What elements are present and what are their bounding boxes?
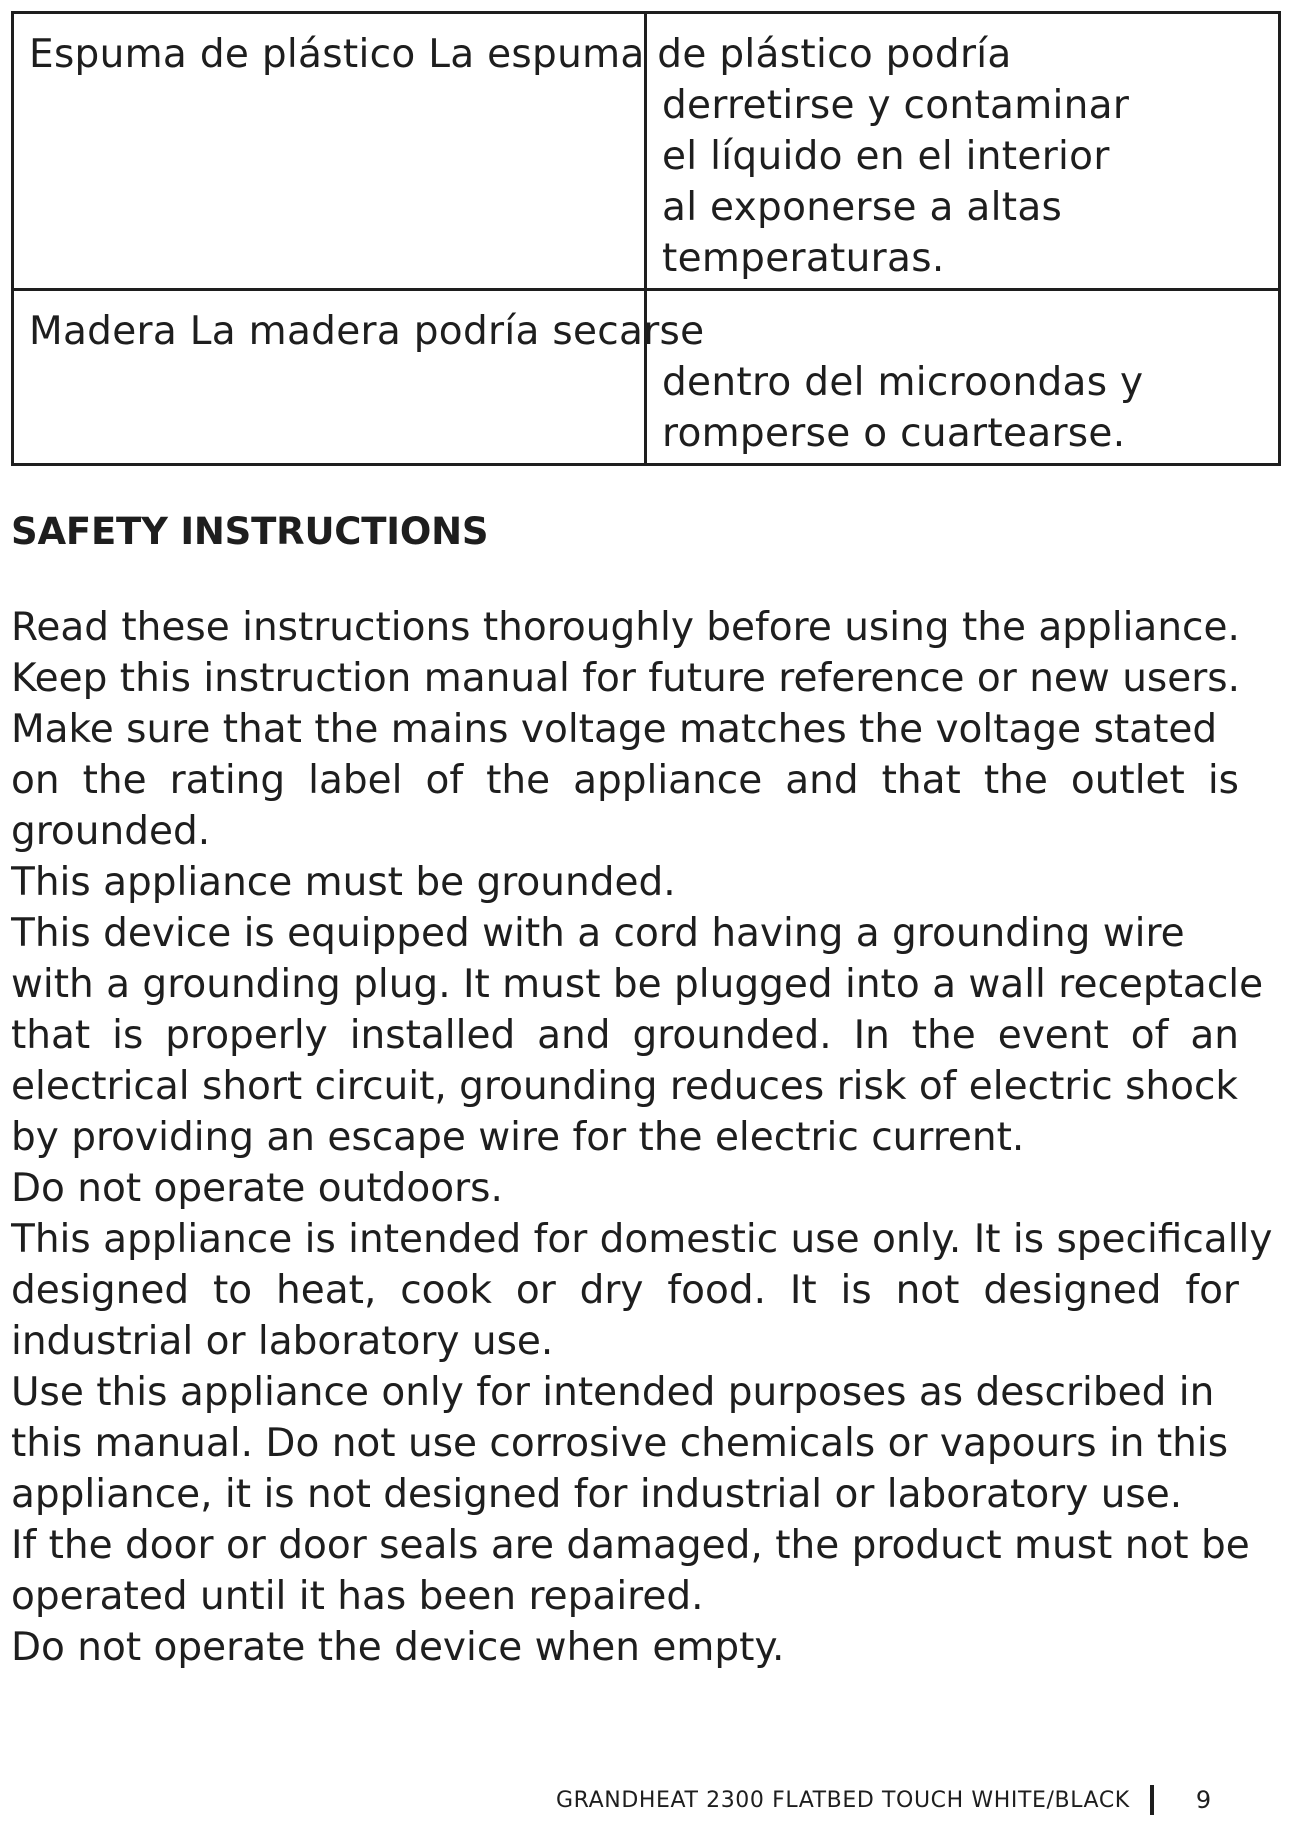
text-line: Make sure that the mains voltage matches the voltage stated xyxy=(11,707,1218,752)
word: is xyxy=(112,1013,144,1058)
word: appliance xyxy=(573,758,763,803)
word: designed xyxy=(983,1268,1162,1313)
cell-line: derretirse y contaminar xyxy=(662,83,1130,128)
text-line: with a grounding plug. It must be plugged into a wall receptacle xyxy=(11,962,1264,1007)
text-line: electrical short circuit, grounding reduces risk of electric shock xyxy=(11,1064,1238,1109)
word: for xyxy=(1185,1268,1239,1313)
word: on xyxy=(11,758,60,803)
text-line: This appliance must be grounded. xyxy=(11,860,676,905)
word: and xyxy=(785,758,859,803)
cell-line: temperaturas. xyxy=(662,236,945,281)
text-line: Do not operate outdoors. xyxy=(11,1166,503,1211)
text-line: This device is equipped with a cord having a grounding wire xyxy=(11,911,1185,956)
cell-line: al exponerse a altas xyxy=(662,185,1063,230)
word: that xyxy=(881,758,961,803)
word: rating xyxy=(169,758,286,803)
page-number: 9 xyxy=(1195,1786,1212,1814)
word: of xyxy=(1130,1013,1169,1058)
safety-instructions-text xyxy=(11,602,1281,1673)
cell-overflow-text: Madera La madera podría secarse xyxy=(29,309,705,354)
footer-model-name: GRANDHEAT 2300 FLATBED TOUCH WHITE/BLACK xyxy=(556,1787,1130,1813)
text-line: Do not operate the device when empty. xyxy=(11,1625,785,1670)
word: food. xyxy=(667,1268,766,1313)
table-row xyxy=(14,14,1278,288)
word: to xyxy=(213,1268,253,1313)
text-line: by providing an escape wire for the electric current. xyxy=(11,1115,1025,1160)
word: installed xyxy=(349,1013,516,1058)
text-line: This appliance is intended for domestic use only. It is specifically xyxy=(11,1217,1273,1262)
word: In xyxy=(853,1013,890,1058)
word: an xyxy=(1190,1013,1239,1058)
word: label xyxy=(308,758,403,803)
word: not xyxy=(895,1268,960,1313)
text-line xyxy=(11,1265,1239,1316)
cell-line: romperse o cuartearse. xyxy=(662,411,1126,456)
word: the xyxy=(983,758,1048,803)
page-footer xyxy=(556,1782,1211,1818)
table-row xyxy=(14,288,1278,463)
word: is xyxy=(1207,758,1239,803)
cell-line: el líquido en el interior xyxy=(662,134,1110,179)
cell-line: dentro del microondas y xyxy=(662,360,1144,405)
text-line: operated until it has been repaired. xyxy=(11,1574,704,1619)
word: that xyxy=(11,1013,91,1058)
word: outlet xyxy=(1070,758,1185,803)
text-line: If the door or door seals are damaged, the product must not be xyxy=(11,1523,1250,1568)
text-line: Use this appliance only for intended purposes as described in xyxy=(11,1370,1215,1415)
word: or xyxy=(515,1268,556,1313)
section-heading: SAFETY INSTRUCTIONS xyxy=(11,510,489,553)
word: and xyxy=(537,1013,611,1058)
word: the xyxy=(486,758,551,803)
text-line: Keep this instruction manual for future reference or new users. xyxy=(11,656,1240,701)
text-line: this manual. Do not use corrosive chemicals or vapours in this xyxy=(11,1421,1229,1466)
word: event xyxy=(997,1013,1109,1058)
word: heat, xyxy=(276,1268,377,1313)
text-line: Read these instructions thoroughly before using the appliance. xyxy=(11,605,1240,650)
text-line: industrial or laboratory use. xyxy=(11,1319,554,1364)
materials-table xyxy=(11,11,1281,466)
word: of xyxy=(425,758,464,803)
cell-overflow-text: Espuma de plástico La espuma de plástico podría xyxy=(29,32,1012,77)
word: is xyxy=(840,1268,872,1313)
word: grounded. xyxy=(632,1013,832,1058)
word: dry xyxy=(579,1268,644,1313)
table-cell-description xyxy=(647,291,1278,463)
footer-divider xyxy=(1150,1785,1154,1815)
word: properly xyxy=(165,1013,328,1058)
text-line xyxy=(11,1010,1239,1061)
word: the xyxy=(911,1013,976,1058)
word: It xyxy=(789,1268,817,1313)
text-line: grounded. xyxy=(11,809,211,854)
text-line xyxy=(11,755,1239,806)
word: cook xyxy=(400,1268,492,1313)
word: the xyxy=(82,758,147,803)
text-line: appliance, it is not designed for industrial or laboratory use. xyxy=(11,1472,1183,1517)
word: designed xyxy=(11,1268,190,1313)
